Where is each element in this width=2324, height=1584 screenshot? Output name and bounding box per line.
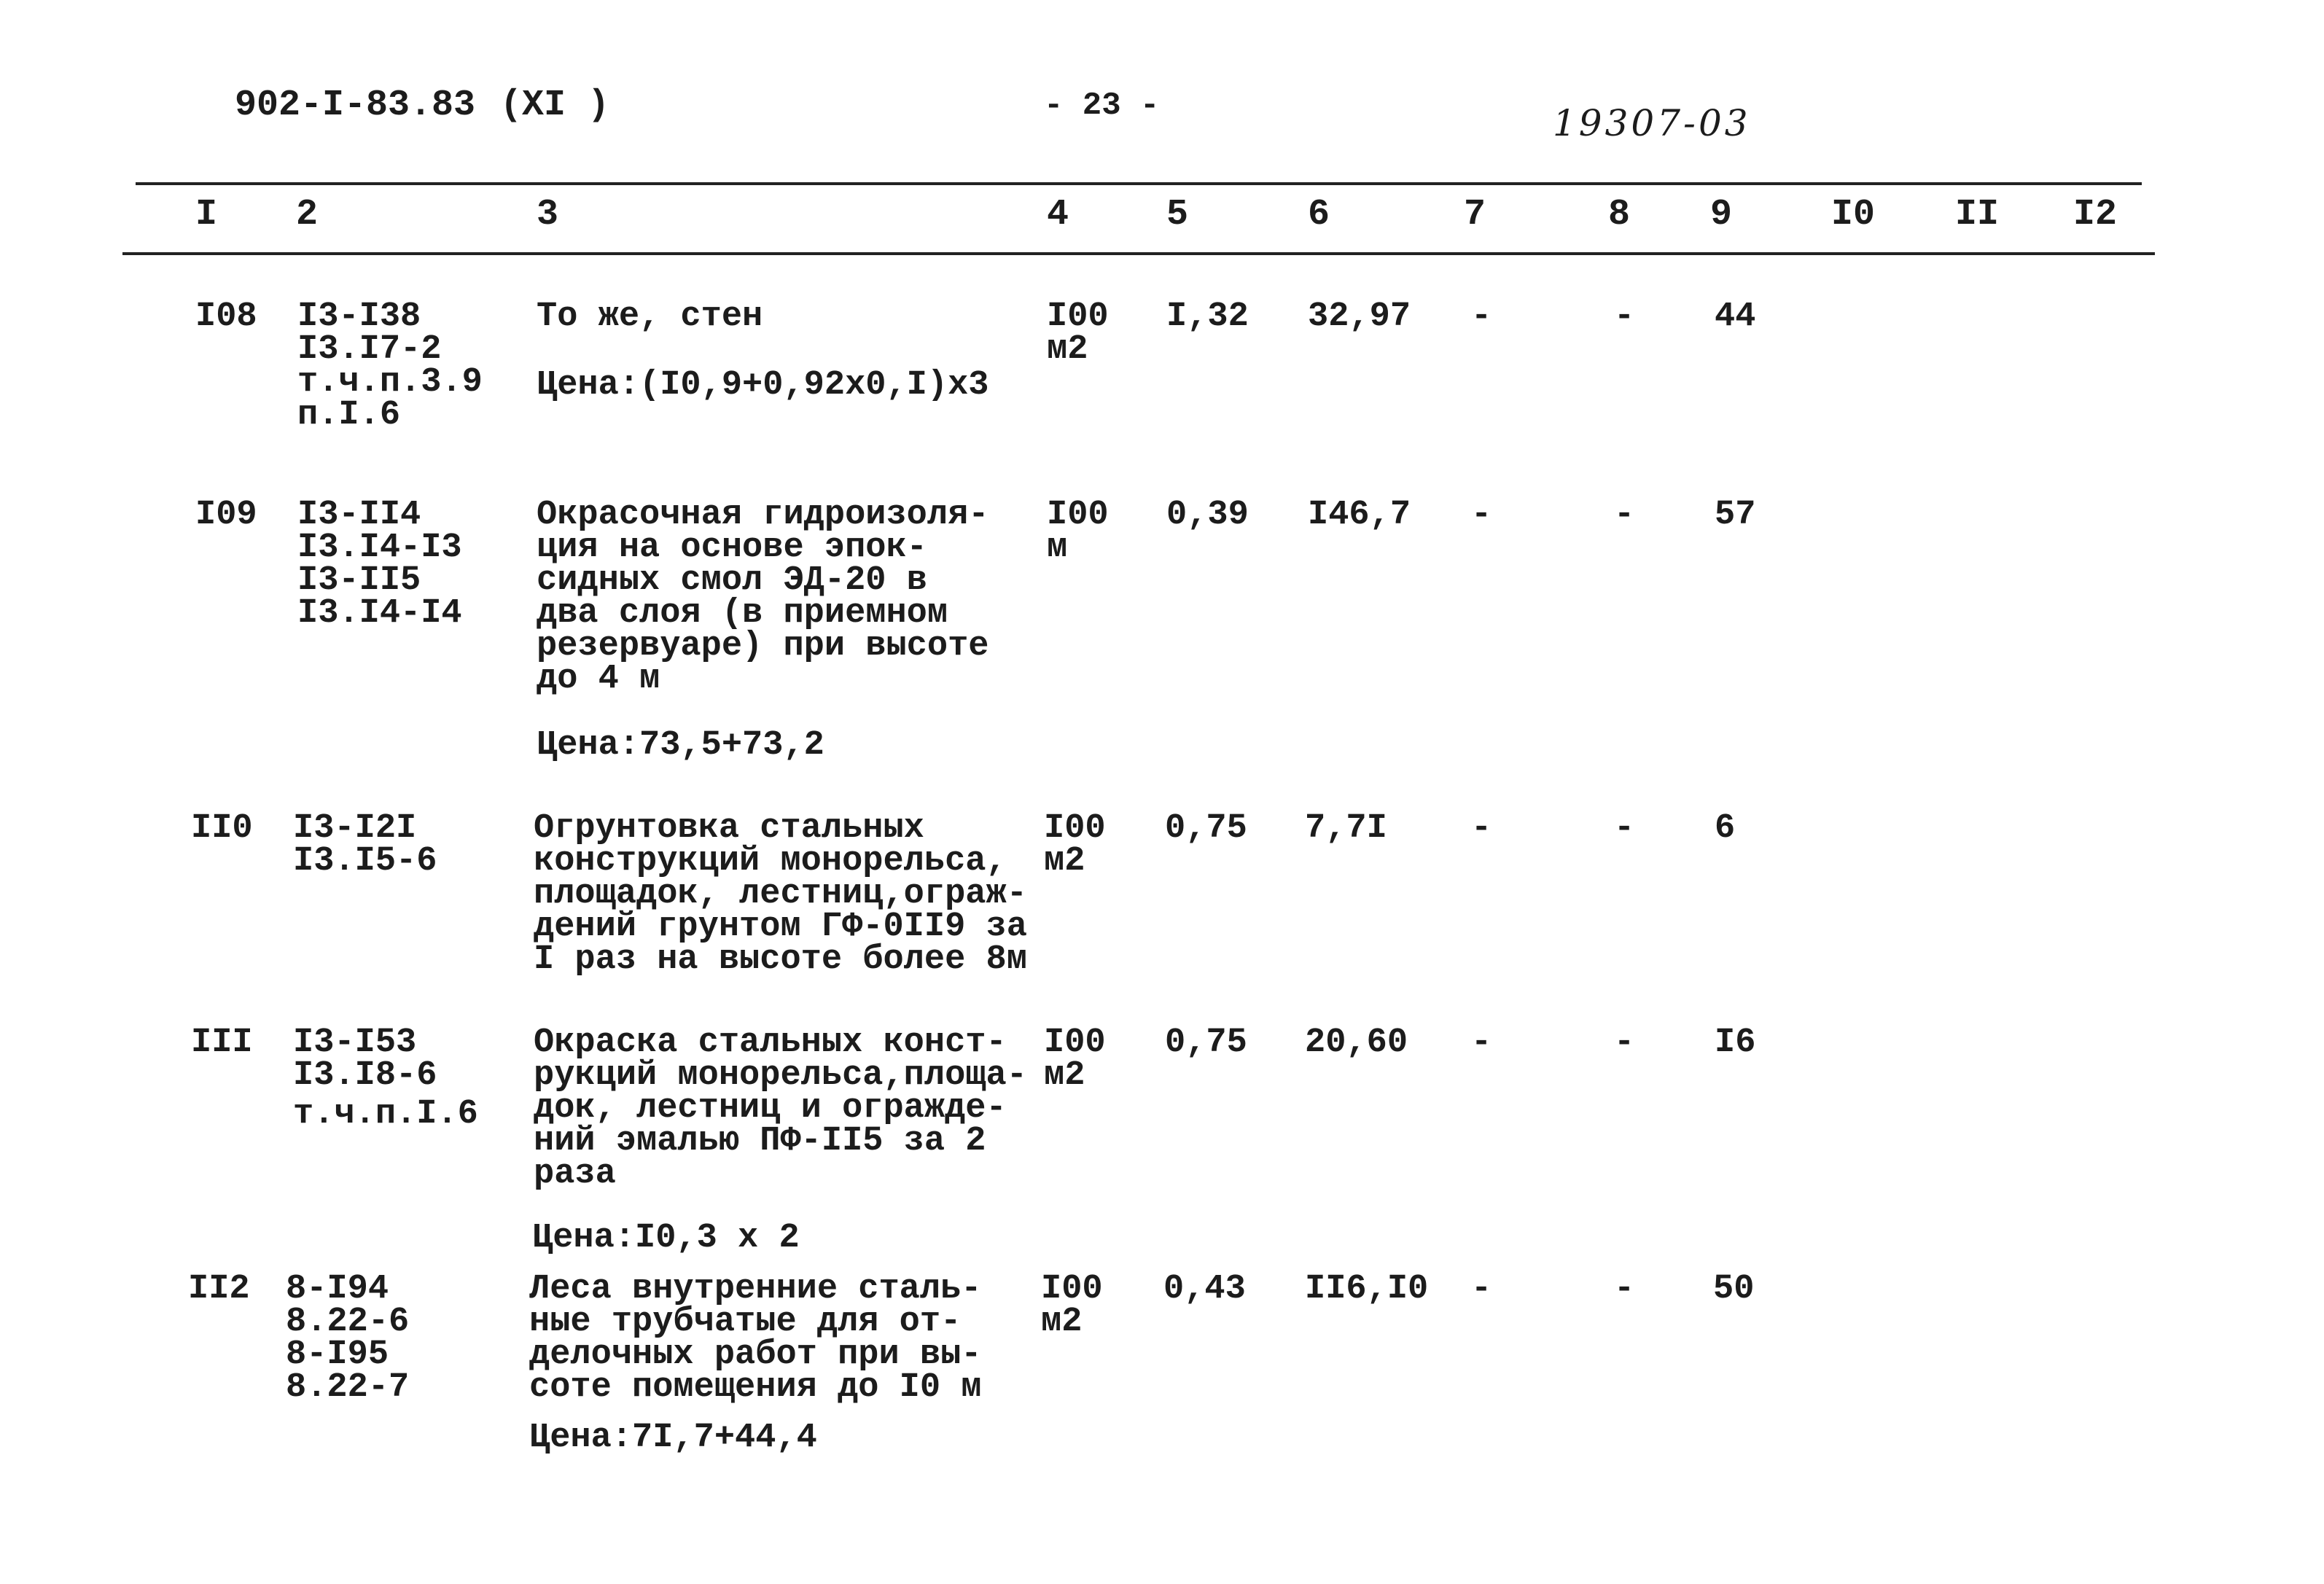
row-number: I09 (195, 496, 257, 534)
col9-value: 57 (1715, 496, 1756, 534)
unit: I00 м (1047, 496, 1109, 567)
top-rule (136, 182, 2142, 185)
col-header-7: 7 (1464, 194, 1486, 235)
norm-code: I3-I53 I3.I8-6 т.ч.п.I.6 (293, 1023, 478, 1134)
quantity: I,32 (1166, 297, 1249, 336)
col7-value: - (1471, 809, 1492, 848)
col-header-1: I (195, 194, 218, 235)
quantity: 0,75 (1165, 1023, 1247, 1062)
col-header-5: 5 (1166, 194, 1189, 235)
col8-value: - (1614, 1023, 1635, 1062)
page-number: - 23 - (1044, 87, 1160, 124)
col7-value: - (1471, 1023, 1492, 1062)
col-header-12: I2 (2073, 194, 2118, 235)
col-header-9: 9 (1710, 194, 1733, 235)
col6-value: 7,7I (1305, 809, 1387, 848)
col6-value: 20,60 (1305, 1023, 1408, 1062)
col-header-11: II (1955, 194, 2000, 235)
quantity: 0,43 (1163, 1270, 1246, 1308)
unit: I00 м2 (1041, 1270, 1103, 1341)
col9-value: 6 (1715, 809, 1736, 848)
work-description: Окраска стальных конст- рукций монорельса,площа- док, лестниц и огражде- ний эмалью ПФ-II5 за 2 раза (534, 1023, 1027, 1193)
col8-value: - (1614, 1270, 1635, 1308)
col-header-8: 8 (1608, 194, 1631, 235)
col6-value: 32,97 (1308, 297, 1411, 336)
header-rule (122, 252, 2155, 255)
norm-code: 8-I94 8.22-6 8-I95 8.22-7 (286, 1270, 410, 1407)
work-description: То же, стен (537, 297, 763, 336)
col8-value: - (1614, 809, 1635, 848)
stamp-number: 19307-03 (1553, 102, 1751, 144)
col-header-2: 2 (296, 194, 319, 235)
col9-value: 50 (1713, 1270, 1755, 1308)
col7-value: - (1471, 297, 1492, 336)
price-formula: Цена:I0,3 х 2 (532, 1219, 800, 1257)
col9-value: 44 (1715, 297, 1756, 336)
col7-value: - (1471, 1270, 1492, 1308)
row-number: I08 (195, 297, 257, 336)
work-description: Леса внутренние сталь- ные трубчатые для от- делочных работ при вы- соте помещения до I0 м (529, 1270, 982, 1407)
unit: I00 м2 (1044, 809, 1106, 881)
col-header-4: 4 (1047, 194, 1069, 235)
section-label: (XI ) (500, 85, 610, 126)
quantity: 0,39 (1166, 496, 1249, 534)
doc-code: 902-I-83.83 (235, 85, 476, 126)
row-number: II0 (191, 809, 253, 848)
col6-value: I46,7 (1308, 496, 1411, 534)
work-description: Окрасочная гидроизоля- ция на основе эпок- сидных смол ЭД-20 в два слоя (в приемном резервуаре) при высоте до 4 м (537, 496, 989, 698)
price-formula: Цена:73,5+73,2 (537, 726, 824, 765)
col8-value: - (1614, 496, 1635, 534)
row-number: II2 (188, 1270, 250, 1308)
col-header-6: 6 (1308, 194, 1330, 235)
unit: I00 м2 (1047, 297, 1109, 369)
row-number: III (191, 1023, 253, 1062)
quantity: 0,75 (1165, 809, 1247, 848)
price-formula: Цена:7I,7+44,4 (529, 1419, 817, 1457)
col9-value: I6 (1715, 1023, 1756, 1062)
col6-value: II6,I0 (1305, 1270, 1429, 1308)
col-header-10: I0 (1831, 194, 1876, 235)
unit: I00 м2 (1044, 1023, 1106, 1095)
col7-value: - (1471, 496, 1492, 534)
price-formula: Цена:(I0,9+0,92х0,I)х3 (537, 366, 989, 405)
norm-code: I3-I2I I3.I5-6 (293, 809, 437, 881)
col-header-3: 3 (537, 194, 559, 235)
norm-code: I3-I38 I3.I7-2 т.ч.п.3.9 п.I.6 (297, 297, 483, 434)
norm-code: I3-II4 I3.I4-I3 I3-II5 I3.I4-I4 (297, 496, 462, 633)
col8-value: - (1614, 297, 1635, 336)
work-description: Огрунтовка стальных конструкций монорельса, площадок, лестниц,ограж- дений грунтом ГФ-0II9 за I раз на высоте более 8м (534, 809, 1027, 979)
